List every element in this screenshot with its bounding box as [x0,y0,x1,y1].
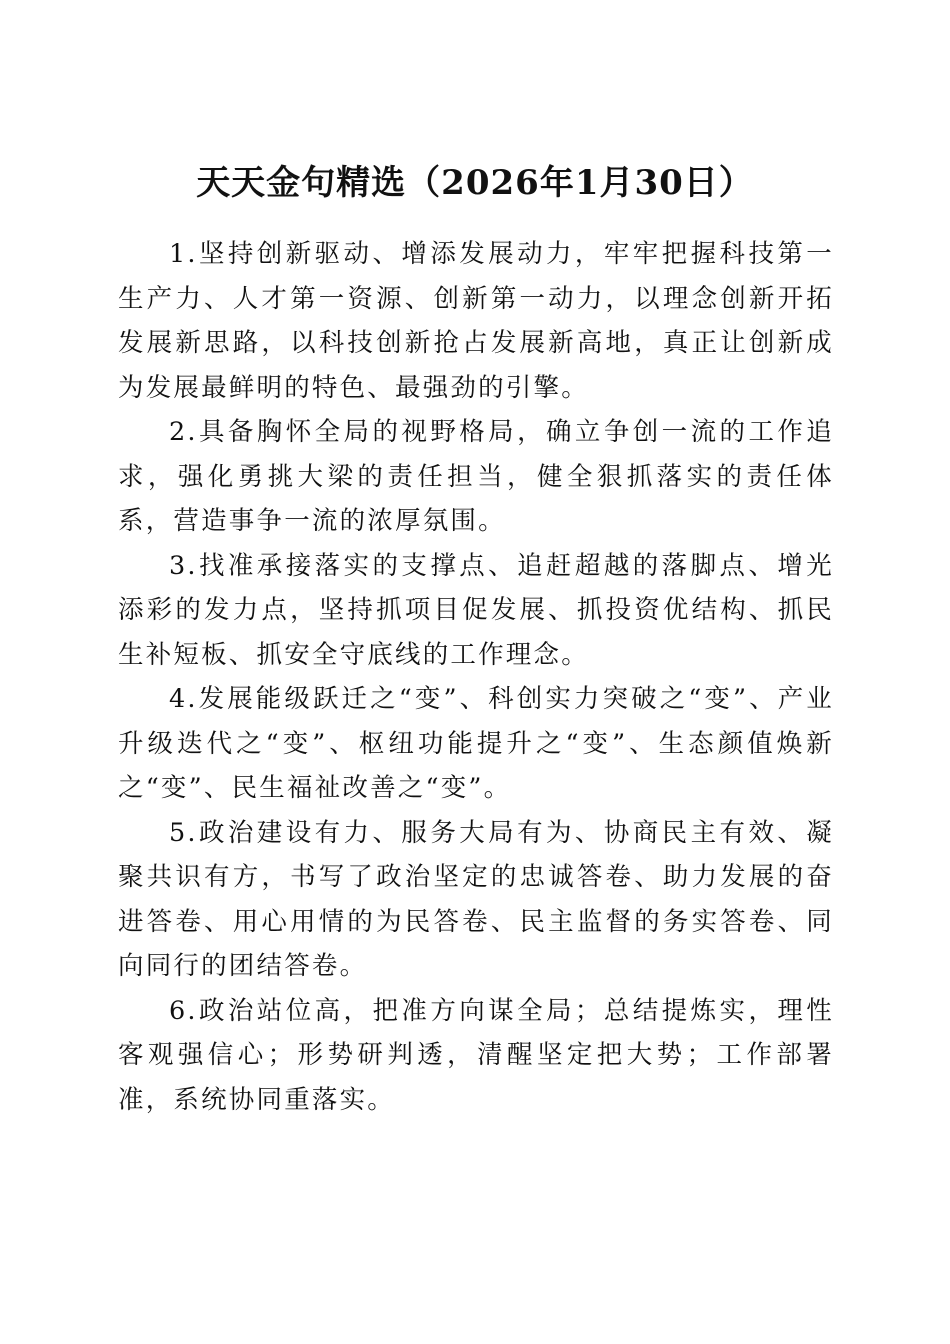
paragraph-3: 3.找准承接落实的支撑点、追赶超越的落脚点、增光添彩的发力点，坚持抓项目促发展、抓投资优结构、抓民生补短板、抓安全守底线的工作理念。 [118,550,834,670]
paragraph-4: 4.发展能级跃迁之“变”、科创实力突破之“变”、产业升级迭代之“变”、枢纽功能提升之“变”、生态颜值焕新之“变”、民生福祉改善之“变”。 [118,684,834,803]
paragraph-6: 6.政治站位高，把准方向谋全局；总结提炼实，理性客观强信心；形势研判透，清醒坚定把大势；工作部署准，系统协同重落实。 [118,995,834,1115]
page-title: 天天金句精选（2026年1月30日） [196,162,754,203]
document-body [118,232,834,1122]
paragraph-1: 1.坚持创新驱动、增添发展动力，牢牢把握科技第一生产力、人才第一资源、创新第一动力，以理念创新开拓发展新思路，以科技创新抢占发展新高地，真正让创新成为发展最鲜明的特色、最强劲的引擎。 [118,239,834,403]
paragraph-2: 2.具备胸怀全局的视野格局，确立争创一流的工作追求，强化勇挑大梁的责任担当，健全狠抓落实的责任体系，营造事争一流的浓厚氛围。 [118,417,834,536]
paragraph-5: 5.政治建设有力、服务大局有为、协商民主有效、凝聚共识有方，书写了政治坚定的忠诚答卷、助力发展的奋进答卷、用心用情的为民答卷、民主监督的务实答卷、同向同行的团结答卷。 [118,817,834,981]
